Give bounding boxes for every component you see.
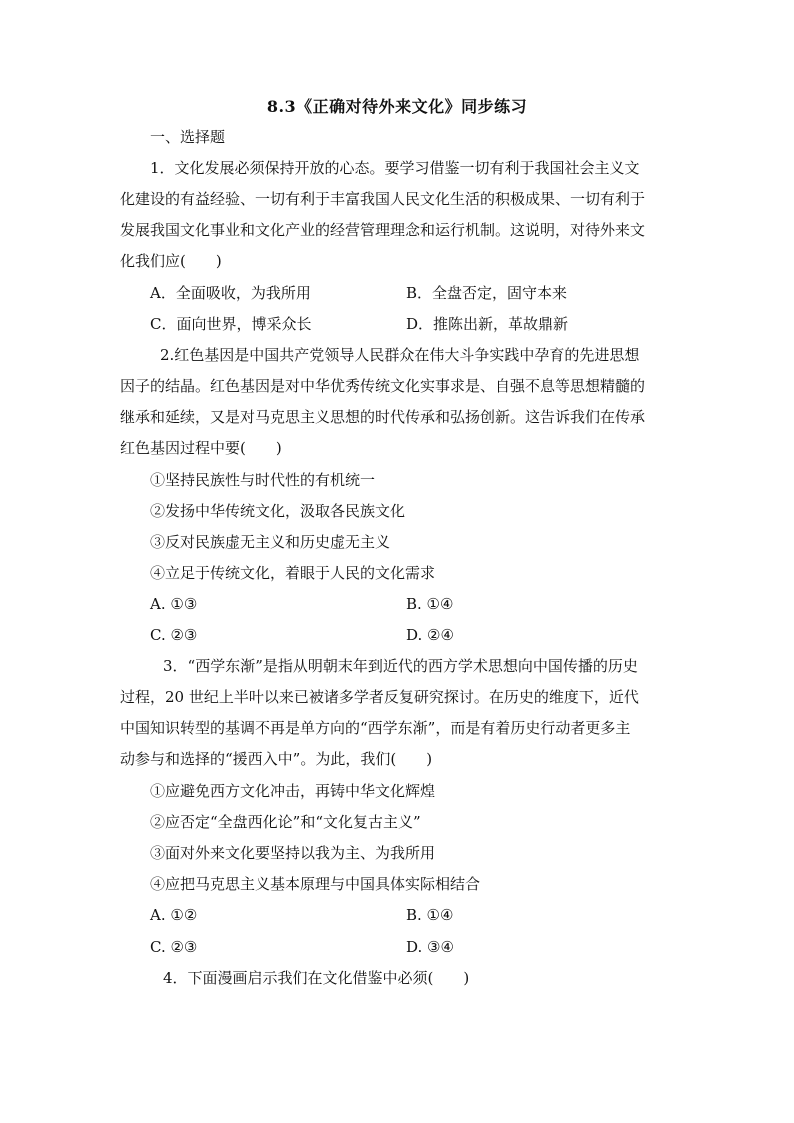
question-2-option-c: C. ②③ (150, 626, 198, 644)
question-3-line-1: 3．“西学东渐”是指从明朝末年到近代的西方学术思想向中国传播的历史 (163, 657, 638, 675)
question-1-option-a: A．全面吸收，为我所用 (150, 284, 311, 302)
page-title: 8.3《正确对待外来文化》同步练习 (266, 97, 528, 116)
question-1-option-c: C．面向世界，博采众长 (150, 315, 312, 333)
question-3-item-3: ③面对外来文化要坚持以我为主、为我所用 (150, 844, 436, 862)
question-2-line-3: 继承和延续，又是对马克思主义思想的时代传承和弘扬创新。这告诉我们在传承 (120, 408, 646, 426)
question-4-line-1: 4．下面漫画启示我们在文化借鉴中必须( ) (163, 969, 470, 987)
question-2-option-a: A. ①③ (150, 595, 198, 613)
question-3-line-2: 过程，20 世纪上半叶以来已被诸多学者反复研究探讨。在历史的维度下，近代 (120, 688, 639, 706)
question-3-item-4: ④应把马克思主义基本原理与中国具体实际相结合 (150, 875, 481, 893)
question-2-item-4: ④立足于传统文化，着眼于人民的文化需求 (150, 564, 436, 582)
section-heading: 一、选择题 (150, 128, 226, 146)
question-2-option-d: D. ②④ (406, 626, 454, 644)
question-3-option-a: A. ①② (150, 906, 198, 924)
question-2-line-4: 红色基因过程中要( ) (120, 439, 282, 457)
question-3-option-b: B. ①④ (406, 906, 454, 924)
question-2-item-1: ①坚持民族性与时代性的有机统一 (150, 471, 376, 489)
question-1-option-b: B．全盘否定，固守本来 (406, 284, 568, 302)
question-3-line-3: 中国知识转型的基调不再是单方向的“西学东渐”，而是有着历史行动者更多主 (120, 719, 631, 737)
question-1-line-2: 化建设的有益经验、一切有利于丰富我国人民文化生活的积极成果、一切有利于 (120, 190, 646, 208)
question-1-line-4: 化我们应( ) (120, 252, 222, 270)
question-1-option-d: D．推陈出新，革故鼎新 (406, 315, 569, 333)
question-3-option-c: C. ②③ (150, 938, 198, 956)
question-3-line-4: 动参与和选择的“援西入中”。为此，我们( ) (120, 750, 433, 768)
question-3-item-2: ②应否定“全盘西化论”和“文化复古主义” (150, 813, 421, 831)
question-2-item-3: ③反对民族虚无主义和历史虚无主义 (150, 533, 391, 551)
question-1-line-1: 1．文化发展必须保持开放的心态。要学习借鉴一切有利于我国社会主义文 (150, 159, 640, 177)
question-2-line-2: 因子的结晶。红色基因是对中华优秀传统文化实事求是、自强不息等思想精髓的 (120, 377, 646, 395)
question-3-item-1: ①应避免西方文化冲击，再铸中华文化辉煌 (150, 782, 436, 800)
question-2-option-b: B. ①④ (406, 595, 454, 613)
question-2-line-1: 2.红色基因是中国共产党领导人民群众在伟大斗争实践中孕育的先进思想 (160, 346, 640, 364)
question-3-option-d: D. ③④ (406, 938, 454, 956)
question-2-item-2: ②发扬中华传统文化，汲取各民族文化 (150, 502, 406, 520)
question-1-line-3: 发展我国文化事业和文化产业的经营管理理念和运行机制。这说明，对待外来文 (120, 221, 646, 239)
